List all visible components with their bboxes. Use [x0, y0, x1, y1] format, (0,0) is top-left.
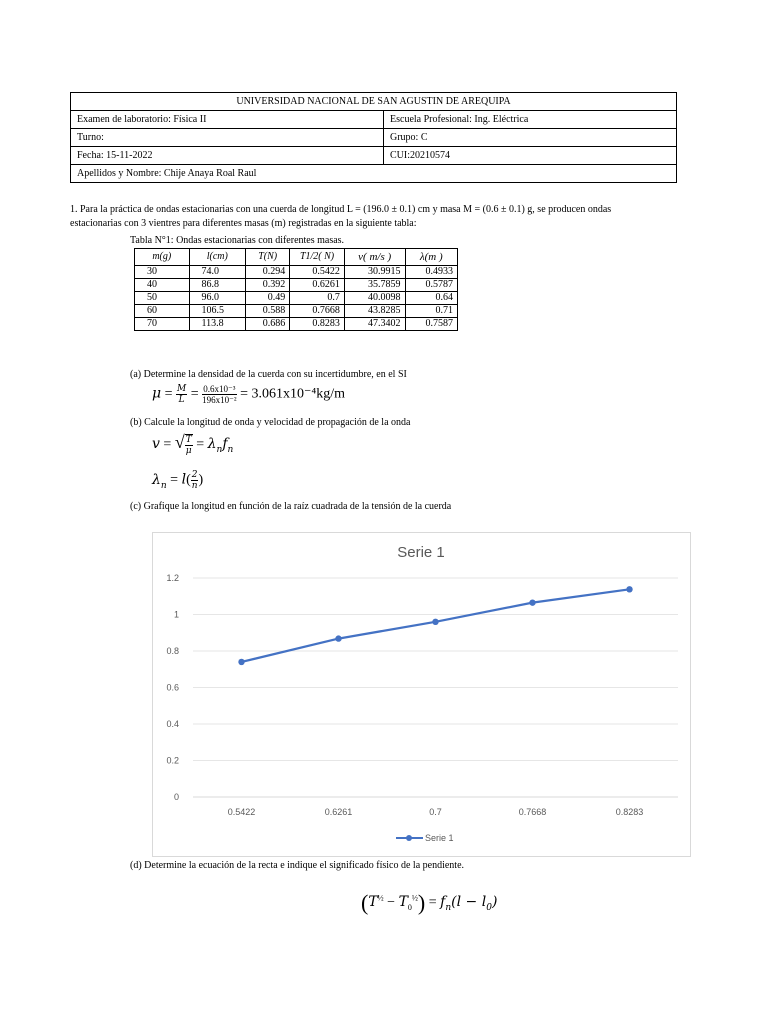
- legend-label: Serie 1: [425, 833, 454, 843]
- part-b-prompt: (b) Calcule la longitud de onda y velocidad de propagación de la onda: [130, 417, 411, 428]
- cell-tension: 0.392: [246, 279, 290, 292]
- data-point: [529, 599, 535, 605]
- cell-sqrt-tension: 0.8283: [290, 318, 345, 331]
- cell-sqrt-tension: 0.6261: [290, 279, 345, 292]
- cell-mass: 30: [135, 266, 190, 279]
- line-chart: [153, 533, 690, 856]
- data-table: [134, 248, 458, 331]
- y-tick-label: 1.2: [166, 573, 179, 583]
- header-table: [70, 92, 677, 183]
- nombre-cell: Apellidos y Nombre: Chije Anaya Roal Raul: [71, 165, 677, 183]
- cell-wavelength: 0.64: [405, 292, 458, 305]
- col-header-wavelength: λ(m ): [405, 249, 458, 266]
- col-header-tension: T(N): [246, 249, 290, 266]
- x-tick-label: 0.7: [429, 807, 442, 817]
- cell-length: 96.0: [189, 292, 246, 305]
- y-tick-label: 0.6: [166, 682, 179, 693]
- velocity-formula: v = √ $\frac{T}{\mu}$ = $\lambda_nf_n$: [152, 432, 234, 456]
- problem-line-1: 1. Para la práctica de ondas estacionarias con una cuerda de longitud L = (196.0 ± 0.1) cm y masa M = (0.6 ± 0.1) g, se producen ondas: [70, 204, 612, 215]
- cell-mass: 60: [135, 305, 190, 318]
- fecha-cell: Fecha: 15-11-2022: [71, 147, 384, 165]
- cell-velocity: 40.0098: [344, 292, 405, 305]
- cell-tension: 0.588: [246, 305, 290, 318]
- table-header-row: [135, 249, 458, 266]
- table-row: [135, 292, 458, 305]
- cell-sqrt-tension: 0.7: [290, 292, 345, 305]
- university-name: UNIVERSIDAD NACIONAL DE SAN AGUSTIN DE AREQUIPA: [71, 93, 677, 111]
- y-tick-label: 0.2: [166, 755, 179, 766]
- turno-cell: Turno:: [71, 129, 384, 147]
- chart-container: [152, 532, 691, 857]
- col-header-sqrt-tension: T1/2( N): [290, 249, 345, 266]
- wavelength-formula: $\lambda_n = l$( $\frac{2}{n}$ ): [152, 470, 204, 491]
- exam-cell: Examen de laboratorio: Física II: [71, 111, 384, 129]
- mu-denominator: 196x10⁻²: [202, 395, 237, 405]
- data-point: [626, 586, 632, 592]
- table-row: [135, 279, 458, 292]
- table-row: [135, 266, 458, 279]
- cell-length: 113.8: [189, 318, 246, 331]
- cell-length: 74.0: [189, 266, 246, 279]
- cell-wavelength: 0.71: [405, 305, 458, 318]
- cell-wavelength: 0.4933: [405, 266, 458, 279]
- cell-sqrt-tension: 0.7668: [290, 305, 345, 318]
- density-formula: μ = $\frac{M}{L}$ = $\frac{\text{0.6x10⁻³}}{\text{196x10⁻²}}$ = 3.061x10⁻⁴kg/m: [152, 384, 346, 405]
- problem-line-2: estacionarias con 3 vientres para diferentes masas (m) registradas en la siguiente tabla:: [70, 218, 417, 229]
- chart-legend: [396, 833, 454, 843]
- cell-wavelength: 0.7587: [405, 318, 458, 331]
- part-a-prompt: (a) Determine la densidad de la cuerda con su incertidumbre, en el SI: [130, 369, 407, 380]
- cell-mass: 50: [135, 292, 190, 305]
- school-cell: Escuela Profesional: Ing. Eléctrica: [384, 111, 677, 129]
- chart-title: Serie 1: [397, 544, 445, 561]
- cell-velocity: 30.9915: [344, 266, 405, 279]
- cell-sqrt-tension: 0.5422: [290, 266, 345, 279]
- cui-cell: CUI:20210574: [384, 147, 677, 165]
- cell-velocity: 47.3402: [344, 318, 405, 331]
- data-point: [238, 659, 244, 665]
- cell-mass: 70: [135, 318, 190, 331]
- mu-numerator: 0.6x10⁻³: [203, 384, 236, 394]
- part-c-prompt: (c) Grafique la longitud en función de la raíz cuadrada de la tensión de la cuerda: [130, 501, 452, 512]
- y-tick-label: 1: [173, 609, 179, 620]
- cell-tension: 0.49: [246, 292, 290, 305]
- y-tick-label: 0.4: [166, 719, 179, 729]
- col-header-length: l(cm): [189, 249, 246, 266]
- cell-mass: 40: [135, 279, 190, 292]
- y-tick-label: 0: [173, 792, 179, 802]
- line-equation: $(T^{\frac{1}{2}} - T_0^{\frac{1}{2}}) = f_n(l - l_0)$: [361, 890, 498, 915]
- data-point: [335, 635, 341, 641]
- x-tick-label: 0.8283: [615, 807, 644, 817]
- cell-tension: 0.686: [246, 318, 290, 331]
- col-header-mass: m(g): [135, 249, 190, 266]
- legend-dot-marker: [406, 835, 412, 841]
- x-tick-label: 0.6261: [324, 807, 353, 817]
- table-caption: Tabla N°1: Ondas estacionarias con diferentes masas.: [130, 235, 345, 246]
- table-row: [135, 318, 458, 331]
- cell-wavelength: 0.5787: [405, 279, 458, 292]
- cell-length: 106.5: [189, 305, 246, 318]
- cell-velocity: 35.7859: [344, 279, 405, 292]
- table-row: [135, 305, 458, 318]
- x-tick-label: 0.7668: [518, 807, 547, 817]
- cell-velocity: 43.8285: [344, 305, 405, 318]
- cell-length: 86.8: [189, 279, 246, 292]
- cell-tension: 0.294: [246, 266, 290, 279]
- col-header-velocity: v( m/s ): [344, 249, 405, 266]
- x-tick-label: 0.5422: [227, 807, 256, 817]
- data-point: [432, 619, 438, 625]
- part-d-prompt: (d) Determine la ecuación de la recta e indique el significado físico de la pendiente.: [130, 860, 465, 871]
- grupo-cell: Grupo: C: [384, 129, 677, 147]
- mu-result: = 3.061x10⁻⁴kg/m: [240, 386, 346, 402]
- y-tick-label: 0.8: [166, 646, 179, 656]
